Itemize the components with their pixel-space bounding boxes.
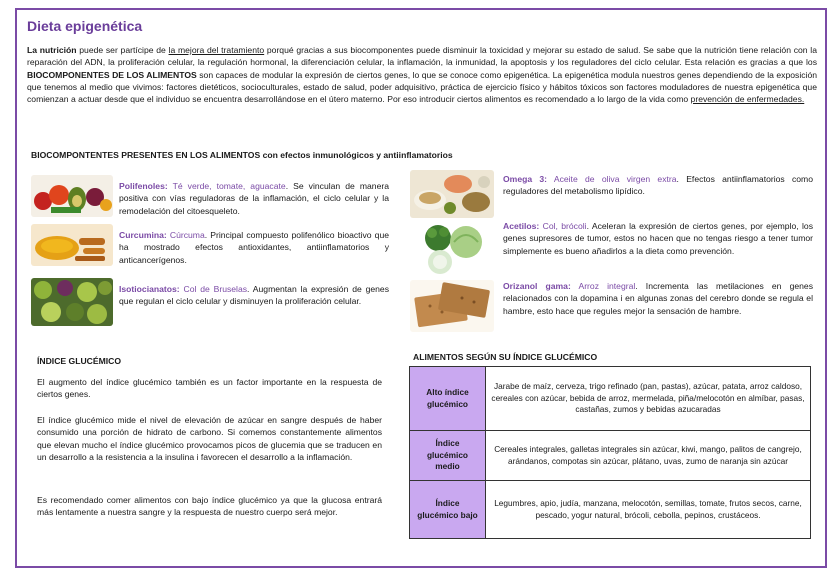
table-row [410,481,811,539]
bio-heading-bold: BIOCOMPONTENTES PRESENTES EN LOS ALIMENTOS [31,150,261,160]
item-omega3 [503,173,813,198]
gi-paragraph-3: Es recomendado comer alimentos con bajo índice glucémico ya que la glucosa entrará más lentamente a nuestra sangre y la respuesta de nuestro cuerpo será mejor. [37,495,382,518]
item-curcumina [119,229,389,266]
table-category-cell: Índice glucémico bajo [410,481,486,539]
item-foods: Aceite de oliva virgen extra [547,174,677,184]
table-row [410,367,811,431]
item-acetilos [503,220,813,257]
table-category-cell: Índice glucémico medio [410,431,486,481]
intro-bold-nutrition: La nutrición [27,45,77,55]
table-foods-cell: Cereales integrales, galletas integrales sin azúcar, kiwi, mango, palitos de cangrejo, arándanos, compotas sin azúcar, plátano, uvas, zumo de naranja sin azúcar [486,431,811,481]
gi-paragraph-2: El índice glucémico mide el nivel de elevación de azúcar en sangre después de haber consumido una porción de hidrato de carbono. Si comemos constantemente alimentos que elevan mucho el índice glucémico provocamos picos de glucemia que se traducen en un desarrollo a la resistencia a la insulina i favorecen el desarrollo a la inflamación. [37,415,382,462]
item-orizanol [503,280,813,317]
gi-heading: ÍNDICE GLUCÉMICO [37,356,122,366]
table-foods-cell: Legumbres, apio, judía, manzana, melocotón, semillas, tomate, frutos secos, carne, pescado, yogur natural, brócoli, cebolla, pepinos, crustáceos. [486,481,811,539]
intro-text-1: puede ser partícipe de [76,45,169,55]
item-text: . Incrementa las metilaciones en genes relacionados con la dopamina i en algunas zonas del cerebro donde se regula el hambre, esto hace que regules mejor la sensación de hambre. [503,281,813,316]
table-row [410,431,811,481]
brown-rice-image [410,280,494,332]
brussels-sprouts-image [31,278,113,326]
table-foods-cell: Jarabe de maíz, cerveza, trigo refinado (pan, pastas), azúcar, patata, arroz caldoso, cereales con azúcar, bebida de arroz, mermelada, piña/melocotón en almíbar, pasas, castañas, zumos y bebidas azucaradas [486,367,811,431]
table-heading: ALIMENTOS SEGÚN SU ÍNDICE GLUCÉMICO [413,352,598,362]
item-name: Orizanol gama: [503,281,571,291]
item-polifenoles [119,180,389,217]
turmeric-image [31,224,113,266]
item-name: Acetilos: [503,221,540,231]
intro-bold-biocomponents: BIOCOMPONENTES DE LOS ALIMENTOS [27,69,197,80]
item-foods: Cúrcuma [166,230,205,240]
bio-heading-rest: con efectos inmunológicos y antiinflamatorios [260,150,453,160]
item-name: Curcumina: [119,230,167,240]
gi-table [409,366,811,539]
item-foods: Col de Bruselas [179,284,248,294]
item-text: . Augmentan la expresión de genes que regulan el ciclo celular y disminuyen la proliferación celular. [119,284,389,307]
item-text: . Efectos antiinflamatorios como reguladores del metabolismo lipídico. [503,174,813,197]
item-name: Isotiocianatos: [119,284,180,294]
cabbage-broccoli-image [410,220,494,276]
page-title: Dieta epigenética [27,18,143,34]
intro-paragraph [27,44,817,105]
olive-oil-image [410,170,494,218]
item-foods: Col, brócoli [539,221,587,231]
table-category-cell: Alto índice glucémico [410,367,486,431]
item-foods: Arroz integral [570,281,636,291]
item-name: Polifenoles: [119,181,168,191]
intro-text-2: porqué gracias a sus biocomponentes puede disminuir la toxicidad y mejorar su estado de salud. Se sabe que la nutrición tiene relación con la reparación del ADN, la proliferación celular, la regulación hormonal, la diferenciación celular, la inflamación, la inmunidad, la apoptosis y los reguladores del ciclo celular. Esta relación es gracias a que los [27,45,817,68]
intro-underline-treatment: la mejora del tratamiento [168,45,265,55]
gi-paragraph-1: El augmento del índice glucémico también es un factor importante en la respuesta de ciertos genes. [37,377,382,400]
document-frame [15,8,827,568]
item-text: . Se vinculan de manera positiva con vías reguladoras de la inflamación, el ciclo celular y la remodelación del citoesqueleto. [119,181,389,216]
item-isotiocianatos [119,283,389,308]
item-text: . Aceleran la expresión de ciertos genes, por ejemplo, los genes supresores de tumor, estos no hacen que no tengas riesgo a tener tumor simplemente es bueno añadirlos a la dieta como prevención. [503,221,813,256]
item-text: . Principal compuesto polifenólico bioactivo que ha mostrado efectos antioxidantes, antiinflamatorios y anticancerígenos. [119,230,390,265]
vegetables-fruits-image [31,175,113,217]
item-name: Omega 3: [503,174,548,184]
intro-text-3: son capaces de modular la expresión de ciertos genes, lo que se conoce como epigenética. La epigenética modula nuestros genes dependiendo de la exposición que tenemos al medio que vivimos: factores dietéticos, socioculturales, estado de salud, poder adquisitivo, práctica de ejercicio físico y hábitos tóxicos son factores moduladores de nuestra epigenética que comienzan a actuar desde que el individuo se encuentra desarrollándose en el útero materno. Por eso introducir ciertos alimentos es recomendado a lo largo de la vida como [27,69,818,105]
bio-heading [31,150,453,160]
item-foods: Té verde, tomate, aguacate [167,181,286,191]
intro-underline-prevention: prevención de enfermedades. [690,94,805,105]
